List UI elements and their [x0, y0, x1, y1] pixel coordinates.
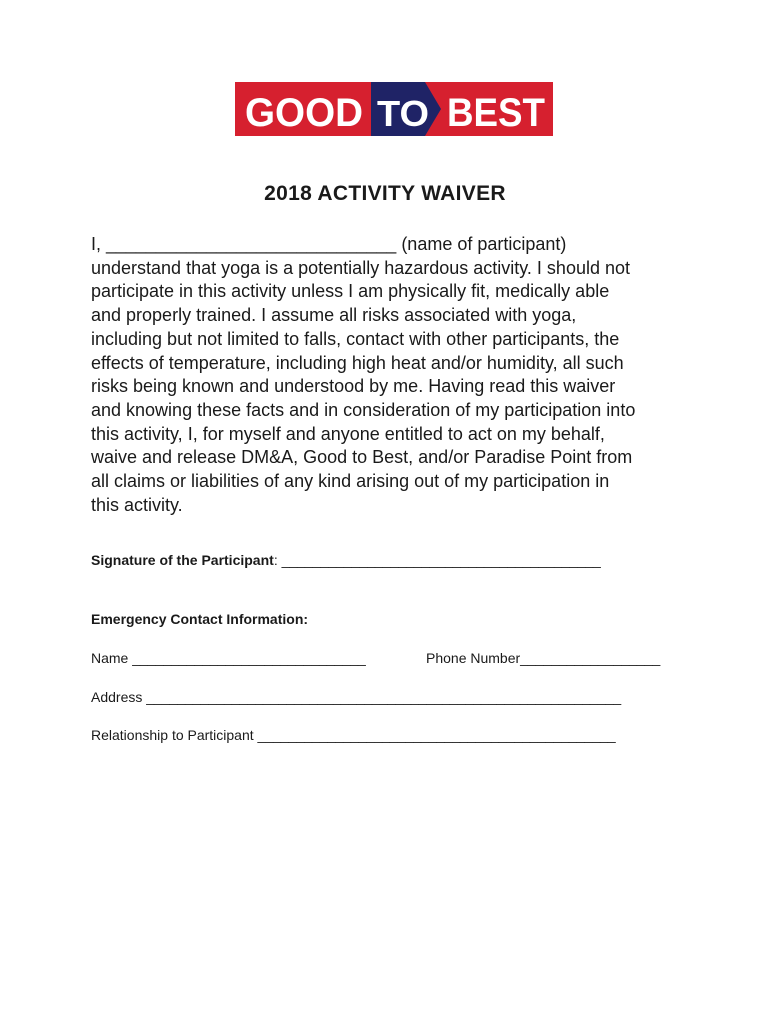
logo-graphic	[235, 82, 553, 136]
emergency-relationship-field[interactable]: Relationship to Participant ______________________________________________	[91, 727, 616, 743]
waiver-line: and properly trained. I assume all risks associated with yoga,	[91, 305, 577, 326]
emergency-name-field[interactable]: Name ______________________________	[91, 650, 366, 666]
good-to-best-logo	[235, 82, 553, 136]
waiver-line: effects of temperature, including high heat and/or humidity, all such	[91, 352, 624, 373]
waiver-line: understand that yoga is a potentially hazardous activity. I should not	[91, 257, 630, 278]
emergency-address-field[interactable]: Address _____________________________________________________________	[91, 689, 622, 705]
signature-line[interactable]: : _________________________________________	[273, 552, 601, 568]
waiver-line: I, _____________________________ (name of participant)	[91, 234, 567, 254]
logo-word-best: BEST	[447, 91, 545, 135]
waiver-line: and knowing these facts and in consideration of my participation into	[91, 399, 636, 420]
emergency-contact-heading: Emergency Contact Information:	[91, 611, 309, 627]
waiver-line: participate in this activity unless I am physically fit, medically able	[91, 281, 610, 302]
signature-label: Signature of the Participant	[91, 552, 274, 568]
logo-word-to: TO	[377, 93, 429, 134]
waiver-line: this activity, I, for myself and anyone entitled to act on my behalf,	[91, 423, 605, 444]
waiver-body	[91, 233, 711, 517]
waiver-line: this activity.	[91, 494, 183, 515]
waiver-line: all claims or liabilities of any kind arising out of my participation in	[91, 471, 610, 492]
document-title: 2018 ACTIVITY WAIVER	[264, 182, 506, 205]
waiver-line: including but not limited to falls, contact with other participants, the	[91, 328, 620, 349]
waiver-line: waive and release DM&A, Good to Best, and/or Paradise Point from	[91, 447, 633, 468]
waiver-line: risks being known and understood by me. Having read this waiver	[91, 376, 616, 397]
signature-field[interactable]	[91, 552, 601, 568]
logo-word-good: GOOD	[245, 91, 363, 135]
emergency-phone-field[interactable]: Phone Number__________________	[426, 650, 661, 666]
